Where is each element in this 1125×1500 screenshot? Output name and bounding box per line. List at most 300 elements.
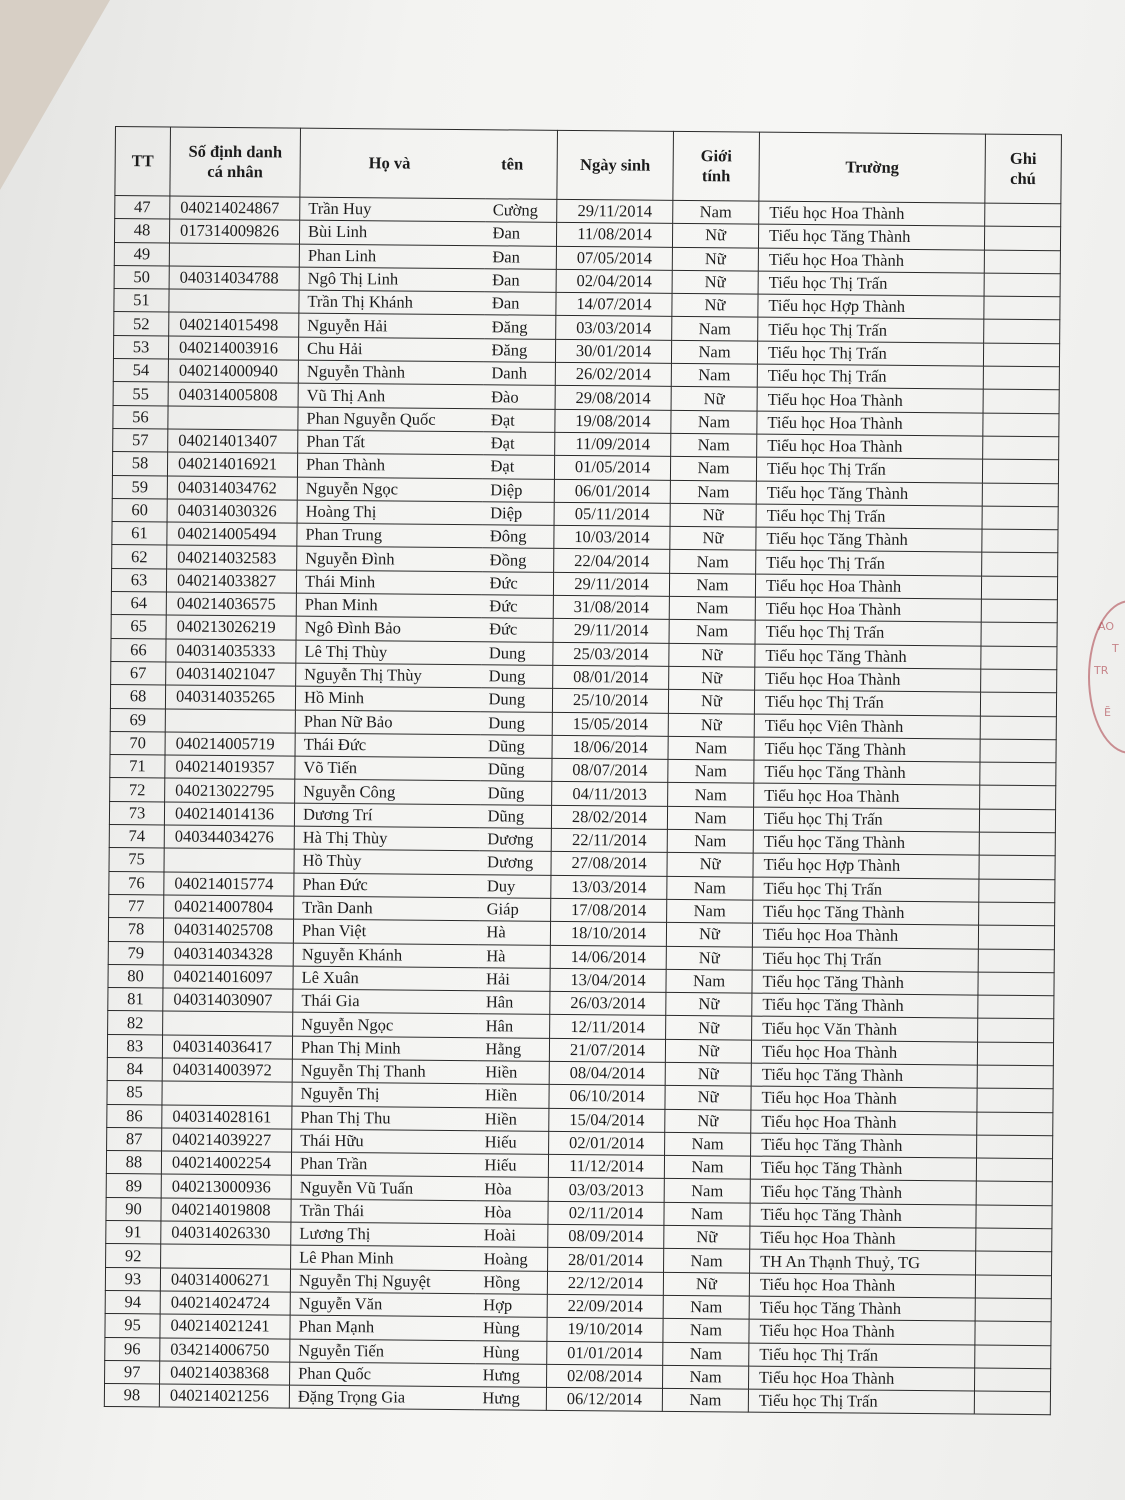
header-ten: tên — [485, 130, 558, 200]
cell-ngay-sinh: 31/08/2014 — [553, 595, 669, 619]
cell-ho: Nguyễn Thị Thanh — [292, 1059, 477, 1084]
cell-truong: Tiểu học Tăng Thành — [756, 481, 982, 506]
cell-ten: Hiền — [477, 1107, 549, 1131]
cell-ten: Dương — [479, 828, 551, 852]
cell-id: 040314030907 — [163, 988, 293, 1012]
cell-ten: Giáp — [479, 898, 551, 922]
cell-ngay-sinh: 25/10/2014 — [552, 689, 668, 713]
cell-ngay-sinh: 26/03/2014 — [550, 991, 666, 1015]
cell-ho: Phan Quốc — [290, 1362, 475, 1387]
cell-id: 040314034328 — [163, 941, 293, 965]
cell-ngay-sinh: 06/10/2014 — [549, 1085, 665, 1109]
cell-id: 040214021256 — [159, 1384, 289, 1408]
cell-ghi-chu — [981, 622, 1057, 646]
cell-ngay-sinh: 06/01/2014 — [554, 479, 670, 503]
cell-gioi-tinh: Nam — [668, 736, 754, 760]
cell-ngay-sinh: 29/11/2014 — [553, 572, 669, 596]
cell-ghi-chu — [984, 296, 1060, 320]
cell-tt: 68 — [110, 685, 165, 709]
cell-ho: Phan Mạnh — [290, 1315, 475, 1340]
cell-id — [168, 406, 298, 430]
cell-truong: Tiểu học Tăng Thành — [750, 1180, 976, 1205]
cell-ngay-sinh: 15/04/2014 — [549, 1108, 665, 1132]
cell-gioi-tinh: Nữ — [666, 992, 752, 1016]
cell-id: 040314030326 — [167, 499, 297, 523]
cell-gioi-tinh: Nam — [663, 1365, 749, 1389]
cell-ghi-chu — [981, 576, 1057, 600]
cell-ho: Nguyễn Công — [295, 780, 480, 805]
cell-ho: Ngô Thị Linh — [299, 267, 484, 292]
cell-ten: Hợp — [475, 1294, 547, 1318]
cell-ten: Cường — [485, 199, 557, 223]
cell-gioi-tinh: Nam — [670, 550, 756, 574]
cell-ngay-sinh: 22/09/2014 — [547, 1294, 663, 1318]
cell-ngay-sinh: 29/11/2014 — [553, 619, 669, 643]
cell-ho: Trần Danh — [294, 896, 479, 921]
cell-ho: Trần Thị Khánh — [299, 290, 484, 315]
cell-ghi-chu — [980, 785, 1056, 809]
cell-ngay-sinh: 08/01/2014 — [553, 665, 669, 689]
cell-truong: Tiểu học Hoa Thành — [759, 201, 985, 226]
cell-tt: 84 — [107, 1057, 162, 1081]
cell-gioi-tinh: Nam — [667, 806, 753, 830]
cell-ghi-chu — [975, 1345, 1051, 1369]
cell-tt: 65 — [111, 615, 166, 639]
cell-truong: Tiểu học Tăng Thành — [752, 993, 978, 1018]
cell-ghi-chu — [977, 1135, 1053, 1159]
cell-tt: 92 — [106, 1244, 161, 1268]
cell-ten: Đồng — [482, 548, 554, 572]
cell-ho: Nguyễn Văn — [290, 1292, 475, 1317]
cell-ghi-chu — [980, 762, 1056, 786]
cell-id: 040214032583 — [167, 545, 297, 569]
cell-truong: Tiểu học Hoa Thành — [749, 1319, 975, 1344]
cell-tt: 58 — [112, 452, 167, 476]
cell-ho: Nguyễn Đình — [297, 547, 482, 572]
cell-tt: 48 — [114, 219, 169, 243]
cell-id: 040214003916 — [168, 336, 298, 360]
cell-ten: Diệp — [482, 502, 554, 526]
cell-id: 040314036417 — [162, 1035, 292, 1059]
cell-gioi-tinh: Nữ — [672, 294, 758, 318]
cell-ho: Phan Trần — [291, 1152, 476, 1177]
cell-ten: Hải — [478, 967, 550, 991]
cell-ghi-chu — [983, 366, 1059, 390]
cell-id — [169, 289, 299, 313]
cell-gioi-tinh: Nam — [667, 829, 753, 853]
cell-tt: 77 — [109, 894, 164, 918]
cell-ten: Đạt — [483, 432, 555, 456]
cell-ten: Đăng — [483, 339, 555, 363]
cell-ho: Dương Trí — [294, 803, 479, 828]
cell-ten: Dương — [479, 851, 551, 875]
cell-ngay-sinh: 27/08/2014 — [551, 852, 667, 876]
cell-truong: Tiểu học Hợp Thành — [758, 294, 984, 319]
cell-ho: Nguyễn Tiến — [290, 1339, 475, 1364]
cell-ten: Hà — [478, 921, 550, 945]
cell-ho: Nguyễn Thị Thùy — [296, 663, 481, 688]
cell-ho: Hồ Thùy — [294, 849, 479, 874]
cell-truong: Tiểu học Thị Trấn — [757, 341, 983, 366]
cell-ngay-sinh: 17/08/2014 — [551, 898, 667, 922]
cell-id: 040214002254 — [161, 1151, 291, 1175]
cell-ho: Phan Tất — [298, 430, 483, 455]
cell-ho: Lương Thị — [291, 1222, 476, 1247]
cell-ghi-chu — [978, 925, 1054, 949]
cell-ho: Trần Thái — [291, 1199, 476, 1224]
cell-id: 040214016097 — [163, 965, 293, 989]
cell-ho: Nguyễn Ngọc — [293, 1012, 478, 1037]
cell-truong: Tiểu học Hoa Thành — [755, 667, 981, 692]
cell-tt: 82 — [108, 1011, 163, 1035]
cell-truong: Tiểu học Tăng Thành — [750, 1156, 976, 1181]
cell-ghi-chu — [982, 506, 1058, 530]
cell-ngay-sinh: 03/03/2014 — [556, 316, 672, 340]
cell-ghi-chu — [976, 1228, 1052, 1252]
cell-tt: 47 — [115, 196, 170, 220]
cell-id: 040213022795 — [165, 778, 295, 802]
cell-truong: Tiểu học Hoa Thành — [751, 1110, 977, 1135]
cell-ghi-chu — [974, 1391, 1050, 1415]
cell-ho: Phan Linh — [299, 244, 484, 269]
cell-ghi-chu — [984, 250, 1060, 274]
cell-truong: Tiểu học Hoa Thành — [757, 411, 983, 436]
cell-id: 040214024724 — [160, 1291, 290, 1315]
cell-gioi-tinh: Nam — [666, 969, 752, 993]
cell-ngay-sinh: 14/07/2014 — [556, 293, 672, 317]
cell-ghi-chu — [977, 1042, 1053, 1066]
cell-ngay-sinh: 11/09/2014 — [555, 432, 671, 456]
cell-truong: Tiểu học Hoa Thành — [751, 1086, 977, 1111]
cell-tt: 80 — [108, 964, 163, 988]
cell-tt: 89 — [106, 1174, 161, 1198]
cell-ngay-sinh: 19/08/2014 — [555, 409, 671, 433]
cell-ngay-sinh: 02/01/2014 — [549, 1131, 665, 1155]
cell-gioi-tinh: Nam — [667, 876, 753, 900]
cell-ghi-chu — [975, 1275, 1051, 1299]
cell-ngay-sinh: 29/08/2014 — [555, 386, 671, 410]
cell-gioi-tinh: Nữ — [665, 1062, 751, 1086]
cell-tt: 83 — [107, 1034, 162, 1058]
cell-ho: Thái Hữu — [292, 1129, 477, 1154]
cell-truong: Tiểu học Hoa Thành — [757, 434, 983, 459]
cell-tt: 50 — [114, 265, 169, 289]
cell-ghi-chu — [984, 320, 1060, 344]
cell-gioi-tinh: Nam — [664, 1179, 750, 1203]
cell-ho: Phan Thị Thu — [292, 1106, 477, 1131]
cell-ten: Đạt — [482, 455, 554, 479]
cell-ten: Hùng — [475, 1340, 547, 1364]
cell-ngay-sinh: 01/05/2014 — [554, 456, 670, 480]
cell-tt: 81 — [108, 988, 163, 1012]
cell-ngay-sinh: 26/02/2014 — [555, 362, 671, 386]
cell-id: 040314026330 — [161, 1221, 291, 1245]
cell-gioi-tinh: Nữ — [665, 1109, 751, 1133]
cell-gioi-tinh: Nam — [669, 596, 755, 620]
cell-ngay-sinh: 13/03/2014 — [551, 875, 667, 899]
cell-id: 040214021241 — [160, 1314, 290, 1338]
cell-id: 040314025708 — [163, 918, 293, 942]
cell-ten: Đan — [484, 292, 556, 316]
cell-ten: Hòa — [476, 1177, 548, 1201]
cell-gioi-tinh: Nam — [670, 457, 756, 481]
table-header-row — [115, 127, 1062, 204]
cell-ghi-chu — [978, 1018, 1054, 1042]
cell-ngay-sinh: 11/12/2014 — [548, 1154, 664, 1178]
cell-ghi-chu — [983, 343, 1059, 367]
cell-ten: Duy — [479, 874, 551, 898]
cell-gioi-tinh: Nữ — [669, 643, 755, 667]
cell-ngay-sinh: 01/01/2014 — [547, 1341, 663, 1365]
cell-tt: 57 — [113, 428, 168, 452]
cell-ho: Đặng Trọng Gia — [289, 1385, 474, 1410]
header-ghi-line2: chú — [1010, 168, 1037, 189]
cell-ho: Hoàng Thị — [297, 500, 482, 525]
stamp-text-2: T — [1112, 642, 1119, 655]
cell-ngay-sinh: 13/04/2014 — [550, 968, 666, 992]
cell-truong: Tiểu học Tăng Thành — [752, 970, 978, 995]
cell-ho: Nguyễn Hải — [299, 314, 484, 339]
cell-gioi-tinh: Nam — [667, 899, 753, 923]
cell-ten: Hà — [478, 944, 550, 968]
cell-truong: Tiểu học Hoa Thành — [754, 784, 980, 809]
cell-ghi-chu — [979, 855, 1055, 879]
cell-ten: Hoàng — [476, 1247, 548, 1271]
cell-tt: 90 — [106, 1197, 161, 1221]
cell-ghi-chu — [976, 1205, 1052, 1229]
cell-tt: 73 — [109, 801, 164, 825]
cell-tt: 66 — [111, 638, 166, 662]
cell-gioi-tinh: Nam — [668, 759, 754, 783]
cell-ghi-chu — [976, 1158, 1052, 1182]
cell-ten: Hưng — [474, 1387, 546, 1411]
cell-ten: Đăng — [484, 315, 556, 339]
cell-truong: Tiểu học Hoa Thành — [749, 1273, 975, 1298]
cell-gioi-tinh: Nam — [662, 1388, 748, 1412]
cell-gioi-tinh: Nam — [664, 1249, 750, 1273]
cell-gioi-tinh: Nam — [668, 783, 754, 807]
cell-ngay-sinh: 02/08/2014 — [547, 1364, 663, 1388]
cell-tt: 53 — [113, 335, 168, 359]
cell-truong: Tiểu học Văn Thành — [752, 1016, 978, 1041]
cell-truong: Tiểu học Tăng Thành — [754, 737, 980, 762]
cell-ngay-sinh: 22/04/2014 — [554, 549, 670, 573]
cell-gioi-tinh: Nữ — [667, 853, 753, 877]
cell-ten: Hồng — [475, 1270, 547, 1294]
cell-ngay-sinh: 08/07/2014 — [552, 758, 668, 782]
cell-id: 040214024867 — [170, 196, 300, 220]
cell-ho: Lê Thị Thùy — [296, 640, 481, 665]
cell-truong: Tiểu học Tăng Thành — [751, 1063, 977, 1088]
cell-ngay-sinh: 05/11/2014 — [554, 502, 670, 526]
cell-ten: Diệp — [482, 478, 554, 502]
cell-ghi-chu — [975, 1321, 1051, 1345]
cell-ghi-chu — [982, 459, 1058, 483]
cell-tt: 94 — [105, 1290, 160, 1314]
cell-id: 040214019357 — [165, 755, 295, 779]
cell-gioi-tinh: Nam — [669, 620, 755, 644]
cell-ho: Nguyễn Thành — [298, 360, 483, 385]
cell-ten: Đan — [484, 245, 556, 269]
header-id-line2: cá nhân — [207, 161, 263, 182]
cell-truong: Tiểu học Hoa Thành — [755, 574, 981, 599]
cell-ghi-chu — [984, 273, 1060, 297]
cell-ghi-chu — [978, 949, 1054, 973]
cell-truong: Tiểu học Thị Trấn — [755, 620, 981, 645]
cell-ngay-sinh: 28/02/2014 — [551, 805, 667, 829]
cell-ho: Nguyễn Thị Nguyệt — [290, 1269, 475, 1294]
cell-ho: Nguyễn Thị — [292, 1082, 477, 1107]
cell-ho: Phan Trung — [297, 523, 482, 548]
cell-truong: Tiểu học Hoa Thành — [751, 1040, 977, 1065]
cell-ghi-chu — [977, 1065, 1053, 1089]
cell-ho: Phan Việt — [293, 919, 478, 944]
cell-tt: 74 — [109, 824, 164, 848]
cell-ghi-chu — [977, 1112, 1053, 1136]
cell-ghi-chu — [983, 436, 1059, 460]
cell-ten: Dũng — [479, 804, 551, 828]
stamp-text-1: AO — [1098, 620, 1114, 633]
cell-gioi-tinh: Nữ — [666, 1016, 752, 1040]
cell-truong: Tiểu học Tăng Thành — [756, 527, 982, 552]
cell-ghi-chu — [980, 716, 1056, 740]
cell-id: 040214013407 — [168, 429, 298, 453]
cell-ghi-chu — [982, 553, 1058, 577]
cell-tt: 54 — [113, 359, 168, 383]
cell-id: 040314028161 — [162, 1105, 292, 1129]
cell-id: 040314006271 — [160, 1268, 290, 1292]
stamp-text-3: TR — [1094, 664, 1109, 677]
cell-truong: Tiểu học Tăng Thành — [753, 900, 979, 925]
cell-tt: 51 — [114, 289, 169, 313]
cell-tt: 52 — [114, 312, 169, 336]
cell-truong: Tiểu học Hoa Thành — [749, 1366, 975, 1391]
cell-ngay-sinh: 12/11/2014 — [550, 1015, 666, 1039]
cell-tt: 79 — [108, 941, 163, 965]
cell-tt: 62 — [112, 545, 167, 569]
cell-truong: Tiểu học Thị Trấn — [748, 1389, 974, 1414]
cell-ghi-chu — [983, 413, 1059, 437]
cell-truong: Tiểu học Thị Trấn — [756, 504, 982, 529]
cell-ten: Đào — [483, 385, 555, 409]
cell-ho: Hồ Minh — [295, 686, 480, 711]
cell-id: 040213000936 — [161, 1174, 291, 1198]
cell-ngay-sinh: 19/10/2014 — [547, 1318, 663, 1342]
cell-truong: Tiểu học Thị Trấn — [749, 1343, 975, 1368]
cell-id — [161, 1244, 291, 1268]
cell-truong: Tiểu học Thị Trấn — [758, 318, 984, 343]
cell-tt: 85 — [107, 1081, 162, 1105]
cell-ghi-chu — [985, 203, 1061, 227]
cell-ten: Đông — [482, 525, 554, 549]
cell-truong: Tiểu học Tăng Thành — [750, 1203, 976, 1228]
cell-ghi-chu — [982, 483, 1058, 507]
cell-id: 040214036575 — [166, 592, 296, 616]
cell-truong: Tiểu học Thị Trấn — [758, 271, 984, 296]
cell-id: 040344034276 — [164, 825, 294, 849]
cell-ho: Phan Nguyễn Quốc — [298, 407, 483, 432]
header-gioi-line2: tính — [701, 166, 731, 186]
cell-id: 040214005494 — [167, 522, 297, 546]
cell-tt: 97 — [105, 1360, 160, 1384]
cell-gioi-tinh: Nam — [671, 340, 757, 364]
cell-ten: Đức — [481, 571, 553, 595]
cell-ghi-chu — [981, 646, 1057, 670]
cell-gioi-tinh: Nam — [665, 1132, 751, 1156]
cell-tt: 76 — [109, 871, 164, 895]
cell-id: 040214039227 — [162, 1128, 292, 1152]
cell-truong: Tiểu học Thị Trấn — [757, 364, 983, 389]
cell-ghi-chu — [977, 1088, 1053, 1112]
cell-tt: 75 — [109, 848, 164, 872]
cell-gioi-tinh: Nam — [669, 573, 755, 597]
cell-truong: Tiểu học Thị Trấn — [754, 690, 980, 715]
cell-ho: Phan Đức — [294, 873, 479, 898]
cell-ten: Dung — [481, 641, 553, 665]
cell-id: 040314003972 — [162, 1058, 292, 1082]
cell-ghi-chu — [983, 389, 1059, 413]
header-truong: Trường — [759, 132, 986, 203]
cell-id — [169, 243, 299, 267]
header-gioi-tinh — [673, 131, 760, 201]
cell-gioi-tinh: Nữ — [666, 923, 752, 947]
cell-ho: Lê Phan Minh — [291, 1245, 476, 1270]
cell-ho: Ngô Đình Bảo — [296, 616, 481, 641]
cell-tt: 91 — [106, 1221, 161, 1245]
cell-ten: Dung — [481, 665, 553, 689]
cell-truong: Tiểu học Tăng Thành — [753, 830, 979, 855]
cell-truong: Tiểu học Viên Thành — [754, 714, 980, 739]
cell-gioi-tinh: Nữ — [672, 224, 758, 248]
cell-truong: Tiểu học Thị Trấn — [756, 551, 982, 576]
cell-ngay-sinh: 15/05/2014 — [552, 712, 668, 736]
cell-ngay-sinh: 11/08/2014 — [556, 223, 672, 247]
cell-ho: Bùi Linh — [299, 220, 484, 245]
cell-ghi-chu — [975, 1298, 1051, 1322]
cell-id: 040314034788 — [169, 266, 299, 290]
cell-tt: 49 — [114, 242, 169, 266]
cell-tt: 55 — [113, 382, 168, 406]
cell-id: 040314035265 — [165, 685, 295, 709]
cell-ngay-sinh: 28/01/2014 — [548, 1248, 664, 1272]
cell-id — [164, 848, 294, 872]
cell-tt: 96 — [105, 1337, 160, 1361]
cell-gioi-tinh: Nữ — [669, 666, 755, 690]
cell-id: 040213026219 — [166, 615, 296, 639]
cell-tt: 71 — [110, 755, 165, 779]
cell-gioi-tinh: Nữ — [664, 1225, 750, 1249]
cell-tt: 59 — [112, 475, 167, 499]
cell-truong: Tiểu học Hợp Thành — [753, 853, 979, 878]
cell-ghi-chu — [984, 226, 1060, 250]
cell-id: 040214015774 — [164, 872, 294, 896]
cell-ngay-sinh: 10/03/2014 — [554, 526, 670, 550]
cell-id: 040314034762 — [167, 476, 297, 500]
cell-truong: Tiểu học Tăng Thành — [755, 644, 981, 669]
cell-ghi-chu — [974, 1368, 1050, 1392]
cell-ho: Thái Gia — [293, 989, 478, 1014]
header-id-line1: Số định danh — [188, 141, 283, 162]
cell-ho: Phan Thị Minh — [292, 1036, 477, 1061]
cell-ghi-chu — [978, 972, 1054, 996]
cell-ten: Hiếu — [477, 1131, 549, 1155]
cell-tt: 70 — [110, 731, 165, 755]
cell-id: 017314009826 — [169, 219, 299, 243]
cell-ngay-sinh: 21/07/2014 — [549, 1038, 665, 1062]
cell-gioi-tinh: Nam — [663, 1319, 749, 1343]
table-body — [104, 196, 1061, 1416]
cell-tt: 63 — [111, 568, 166, 592]
